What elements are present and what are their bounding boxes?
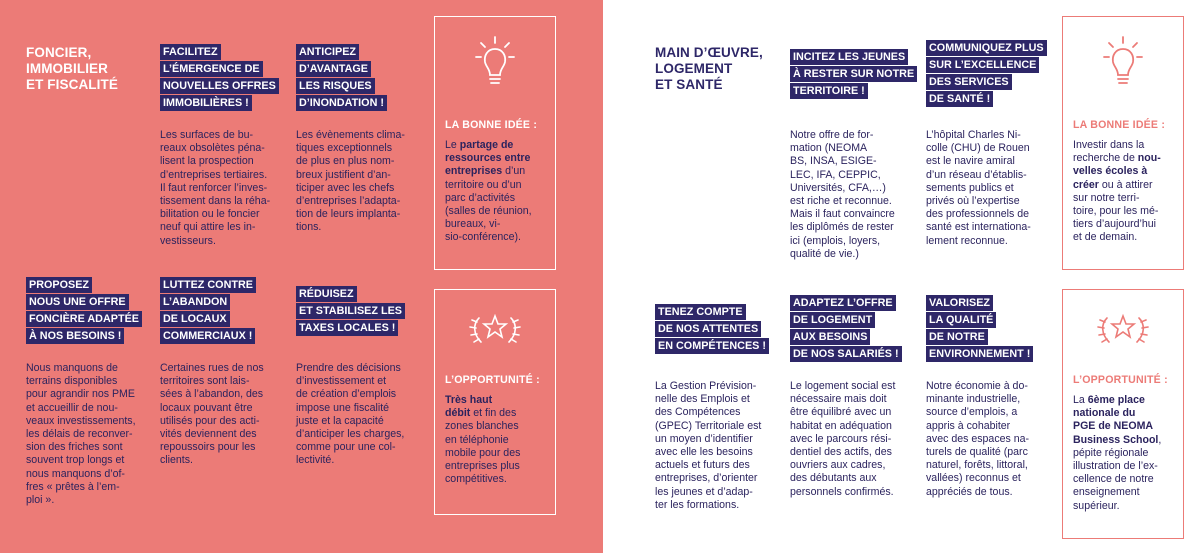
body-line: de création d’emplois <box>296 388 397 401</box>
body-line: clients. <box>160 454 193 467</box>
box-line: (salles de réunion, <box>445 205 532 218</box>
body-line: sion des friches sont <box>26 441 123 454</box>
body-line: veaux investissements, <box>26 414 136 427</box>
box-line: pépite régionale <box>1073 446 1149 459</box>
opportunity-box-text <box>1073 394 1161 513</box>
body-line: tissement dans la réha- <box>160 195 271 208</box>
body-line: lisent la prospection <box>160 155 254 168</box>
laurel-star-icon <box>1093 308 1153 353</box>
headline-line: ANTICIPEZ <box>296 44 359 60</box>
idea-box-text <box>1073 139 1161 245</box>
card-headline-competences <box>655 304 769 355</box>
section-title-line: MAIN D’ŒUVRE, <box>655 45 763 60</box>
text-run-bold: nationale du <box>1073 407 1136 420</box>
body-line: avec le parcours rési- <box>790 432 892 445</box>
body-line: (GPEC) Territoriale est <box>655 419 762 432</box>
body-line: être équilibré avec un <box>790 406 892 419</box>
box-line <box>1073 152 1161 165</box>
body-line: impose une fiscalité <box>296 401 390 414</box>
card-body-taxes <box>296 362 418 468</box>
card-headline-taxes <box>296 286 405 337</box>
box-line <box>445 407 520 420</box>
card-body-commerciaux <box>160 362 280 468</box>
card-headline-sante <box>926 40 1047 108</box>
body-line: Universités, CFA,…) <box>790 181 886 194</box>
opportunity-box <box>1062 289 1184 539</box>
box-line: illustration de l’ex- <box>1073 460 1158 473</box>
body-line: entreprises, d’orienter <box>655 472 758 485</box>
body-line: Mais il faut convaincre <box>790 208 895 221</box>
text-run-bold: 6ème place <box>1087 394 1145 406</box>
box-line <box>1073 407 1161 420</box>
box-line: enseignement <box>1073 486 1140 499</box>
text-run: , <box>1158 433 1162 446</box>
box-line: sio-conférence). <box>445 231 521 244</box>
headline-line: INCITEZ LES JEUNES <box>790 49 908 65</box>
body-line: les diplômés de rester <box>790 221 894 234</box>
box-line: territoire ou d’un <box>445 178 522 191</box>
card-headline-fonciere <box>26 277 142 345</box>
card-headline-commerciaux <box>160 277 256 345</box>
headline-line: IMMOBILIÈRES ! <box>160 95 252 111</box>
headline-line: NOUS UNE OFFRE <box>26 294 129 310</box>
card-body-logement <box>790 380 912 499</box>
body-line: BS, INSA, ESIGE- <box>790 155 877 168</box>
headline-line: EN COMPÉTENCES ! <box>655 338 769 354</box>
box-line: bureaux, vi- <box>445 218 501 231</box>
headline-line: DE LOGEMENT <box>790 312 875 328</box>
body-line: avec des espaces na- <box>926 432 1030 445</box>
box-line: mobile pour des <box>445 446 521 459</box>
card-headline-environnement <box>926 295 1033 363</box>
card-body-jeunes <box>790 129 912 261</box>
body-line: comme pour une col- <box>296 441 396 454</box>
headline-line: DE NOTRE <box>926 329 988 345</box>
lightbulb-icon <box>1103 35 1143 96</box>
section-title-foncier <box>26 45 118 93</box>
body-line: minante industrielle, <box>926 393 1021 406</box>
body-line: mation (NEOMA <box>790 142 868 155</box>
body-line: naturel, forêts, littoral, <box>926 459 1028 472</box>
laurel-star-icon <box>465 308 525 353</box>
body-line: des Compétences <box>655 406 741 419</box>
headline-line: ET STABILISEZ LES <box>296 303 405 319</box>
body-line: d’investissement et <box>296 375 387 388</box>
body-line: juste et la capacité <box>296 414 384 427</box>
headline-line: D’AVANTAGE <box>296 61 371 77</box>
text-run: d’un <box>502 165 526 178</box>
text-run-bold: Très haut <box>445 394 493 406</box>
body-line: sées à l’abandon, des <box>160 388 264 401</box>
body-line: vestisseurs. <box>160 234 216 247</box>
box-line <box>1073 434 1161 447</box>
idea-box <box>1062 16 1184 270</box>
headline-line: RÉDUISEZ <box>296 286 357 302</box>
headline-line: ENVIRONNEMENT ! <box>926 346 1033 362</box>
card-body-fonciere <box>26 362 144 507</box>
body-line: repoussoirs pour les <box>160 441 256 454</box>
text-run: ou à attirer <box>1098 178 1153 191</box>
body-line: d’entreprises l’adapta- <box>296 195 401 208</box>
body-line: lectivité. <box>296 454 335 467</box>
body-line: LEC, IFA, CEPPIC, <box>790 168 881 181</box>
body-line: Prendre des décisions <box>296 362 401 374</box>
body-line: tions. <box>296 221 322 234</box>
box-line: tiers d’aujourd’hui <box>1073 218 1157 231</box>
section-title-line: ET SANTÉ <box>655 77 723 92</box>
section-title-line: ET FISCALITÉ <box>26 77 118 92</box>
body-line: appris à cohabiter <box>926 419 1011 432</box>
box-line <box>1073 179 1161 192</box>
opportunity-box <box>434 289 556 515</box>
body-line: santé est internationa- <box>926 221 1031 234</box>
card-headline-jeunes <box>790 49 917 100</box>
body-line: souvent trop longs et <box>26 454 125 467</box>
box-line: Investir dans la <box>1073 139 1145 151</box>
opportunity-box-text <box>445 394 520 486</box>
body-line: avec elle les besoins <box>655 446 753 459</box>
text-run: recherche de <box>1073 152 1138 165</box>
text-run: La <box>1073 394 1088 406</box>
text-run-bold: nou- <box>1137 152 1161 165</box>
box-line <box>1073 420 1161 433</box>
text-run-bold: Business School <box>1073 433 1159 446</box>
body-line: d’anticiper les charges, <box>296 428 405 441</box>
body-line: tiques exceptionnels <box>296 142 392 155</box>
body-line: ticiper avec les chefs <box>296 181 395 194</box>
box-line: entreprises plus <box>445 460 520 473</box>
box-line: en téléphonie <box>445 433 509 446</box>
idea-box <box>434 16 556 270</box>
right-panel <box>603 0 1192 553</box>
headline-line: DE NOS ATTENTES <box>655 321 761 337</box>
text-run-bold: entreprises <box>445 165 503 178</box>
headline-line: ADAPTEZ L’OFFRE <box>790 295 896 311</box>
text-run-bold: partage de <box>459 139 514 151</box>
box-line: cellence de notre <box>1073 473 1154 486</box>
headline-line: DE SANTÉ ! <box>926 91 993 107</box>
body-line: locaux pouvant être <box>160 401 253 414</box>
box-line: compétitives. <box>445 473 507 486</box>
box-line <box>1073 165 1161 178</box>
body-line: privés où l’expertise <box>926 195 1020 208</box>
card-body-inondation <box>296 129 416 235</box>
body-line: vallées) reconnus et <box>926 472 1021 485</box>
headline-line: SUR L’EXCELLENCE <box>926 57 1039 73</box>
section-title-line: IMMOBILIER <box>26 61 108 76</box>
body-line: Les surfaces de bu- <box>160 129 254 141</box>
body-line: vités deviennent des <box>160 428 257 441</box>
box-line: zones blanches <box>445 420 519 433</box>
text-run-bold: débit <box>445 407 471 420</box>
body-line: turels de qualité (parc <box>926 446 1028 459</box>
body-line: utilisés pour des acti- <box>160 414 260 427</box>
body-line: d’entreprises tertiaires. <box>160 168 268 181</box>
headline-line: LA QUALITÉ <box>926 312 996 328</box>
body-line: personnels confirmés. <box>790 485 894 498</box>
text-run-bold: PGE de NEOMA <box>1073 420 1154 433</box>
body-line: nous manquons d’of- <box>26 467 125 480</box>
text-run-bold: velles écoles à <box>1073 165 1148 178</box>
body-line: lement reconnue. <box>926 234 1008 247</box>
headline-line: COMMUNIQUEZ PLUS <box>926 40 1047 56</box>
body-line: pour agrandir nos PME <box>26 388 135 401</box>
box-line: sur notre terri- <box>1073 191 1140 204</box>
body-line: qualité de vie.) <box>790 247 859 260</box>
idea-box-label: LA BONNE IDÉE : <box>1073 119 1166 131</box>
text-run-bold: ressources entre <box>445 152 531 165</box>
headline-line: DE NOS SALARIÉS ! <box>790 346 902 362</box>
body-line: reaux obsolètes péna- <box>160 142 265 155</box>
body-line: est le navire amiral <box>926 155 1015 168</box>
box-line <box>445 152 532 165</box>
body-line: fres « prêtes à l’em- <box>26 480 120 493</box>
body-line: sements publics et <box>926 181 1014 194</box>
text-run-bold: créer <box>1073 178 1099 191</box>
card-headline-immobilier <box>160 44 279 112</box>
card-body-environnement <box>926 380 1048 499</box>
headline-line: À NOS BESOINS ! <box>26 328 124 344</box>
lightbulb-icon <box>475 35 515 96</box>
body-line: appréciés de tous. <box>926 485 1013 498</box>
body-line: et accueillir de nou- <box>26 401 118 414</box>
body-line: nelle des Emplois et <box>655 393 750 406</box>
body-line: Il faut renforcer l’inves- <box>160 181 268 194</box>
headline-line: L’ABANDON <box>160 294 230 310</box>
box-line: et de demain. <box>1073 231 1138 244</box>
body-line: ici (emplois, loyers, <box>790 234 881 247</box>
body-line: dentiel des actifs, des <box>790 446 892 459</box>
body-line: Le logement social est <box>790 380 896 392</box>
card-headline-inondation <box>296 44 387 112</box>
idea-box-label: LA BONNE IDÉE : <box>445 119 538 131</box>
body-line: ter les formations. <box>655 498 740 511</box>
section-title-line: FONCIER, <box>26 45 92 60</box>
body-line: Certaines rues de nos <box>160 362 264 374</box>
body-line: ploi ». <box>26 494 55 507</box>
body-line: actuels et futurs des <box>655 459 750 472</box>
body-line: un moyen d’identifier <box>655 432 753 445</box>
text-run: et fin des <box>470 407 517 420</box>
opportunity-box-label: L’OPPORTUNITÉ : <box>1073 374 1168 386</box>
headline-line: À RESTER SUR NOTRE <box>790 66 917 82</box>
body-line: source d’emplois, a <box>926 406 1018 419</box>
headline-line: TAXES LOCALES ! <box>296 320 398 336</box>
headline-line: DES SERVICES <box>926 74 1012 90</box>
body-line: des débutants aux <box>790 472 877 485</box>
headline-line: VALORISEZ <box>926 295 993 311</box>
headline-line: LES RISQUES <box>296 78 375 94</box>
headline-line: DE LOCAUX <box>160 311 230 327</box>
box-line: parc d’activités <box>445 191 516 204</box>
body-line: d’un réseau d’établis- <box>926 168 1027 181</box>
box-line <box>445 139 532 152</box>
body-line: des professionnels de <box>926 208 1030 221</box>
box-line: supérieur. <box>1073 499 1120 512</box>
card-body-competences <box>655 380 775 512</box>
body-line: nécessaire mais doit <box>790 393 887 406</box>
body-line: les délais de reconver- <box>26 428 133 441</box>
body-line: Notre économie à do- <box>926 380 1028 392</box>
card-headline-logement <box>790 295 902 363</box>
body-line: La Gestion Prévision- <box>655 380 757 392</box>
headline-line: TERRITOIRE ! <box>790 83 868 99</box>
body-line: les jeunes et d’adap- <box>655 485 753 498</box>
headline-line: AUX BESOINS <box>790 329 870 345</box>
body-line: est riche et reconnue. <box>790 195 892 208</box>
body-line: ouvriers aux cadres, <box>790 459 886 472</box>
body-line: neuf qui attire les in- <box>160 221 256 234</box>
headline-line: D’INONDATION ! <box>296 95 387 111</box>
opportunity-box-label: L’OPPORTUNITÉ : <box>445 374 540 386</box>
text-run: Le <box>445 139 460 151</box>
body-line: breux justifient d’an- <box>296 168 391 181</box>
card-body-immobilier <box>160 129 282 248</box>
body-line: tion de leurs implanta- <box>296 208 401 221</box>
headline-line: FONCIÈRE ADAPTÉE <box>26 311 142 327</box>
body-line: colle (CHU) de Rouen <box>926 142 1030 155</box>
box-line <box>445 165 532 178</box>
box-line <box>1073 394 1161 407</box>
section-title-line: LOGEMENT <box>655 61 733 76</box>
body-line: habitat en adéquation <box>790 419 892 432</box>
headline-line: FACILITEZ <box>160 44 221 60</box>
body-line: terrains disponibles <box>26 375 118 388</box>
headline-line: LUTTEZ CONTRE <box>160 277 256 293</box>
body-line: bilitation ou le foncier <box>160 208 260 221</box>
headline-line: COMMERCIAUX ! <box>160 328 255 344</box>
box-line: toire, pour les mé- <box>1073 205 1159 218</box>
headline-line: PROPOSEZ <box>26 277 92 293</box>
body-line: L’hôpital Charles Ni- <box>926 129 1021 141</box>
box-line <box>445 394 520 407</box>
body-line: Les évènements clima- <box>296 129 405 141</box>
body-line: de plus en plus nom- <box>296 155 395 168</box>
idea-box-text <box>445 139 532 245</box>
body-line: Nous manquons de <box>26 362 118 374</box>
body-line: territoires sont lais- <box>160 375 250 388</box>
headline-line: TENEZ COMPTE <box>655 304 746 320</box>
card-body-sante <box>926 129 1048 248</box>
headline-line: L’ÉMERGENCE DE <box>160 61 263 77</box>
body-line: Notre offre de for- <box>790 129 874 141</box>
section-title-main-oeuvre <box>655 45 763 93</box>
headline-line: NOUVELLES OFFRES <box>160 78 279 94</box>
